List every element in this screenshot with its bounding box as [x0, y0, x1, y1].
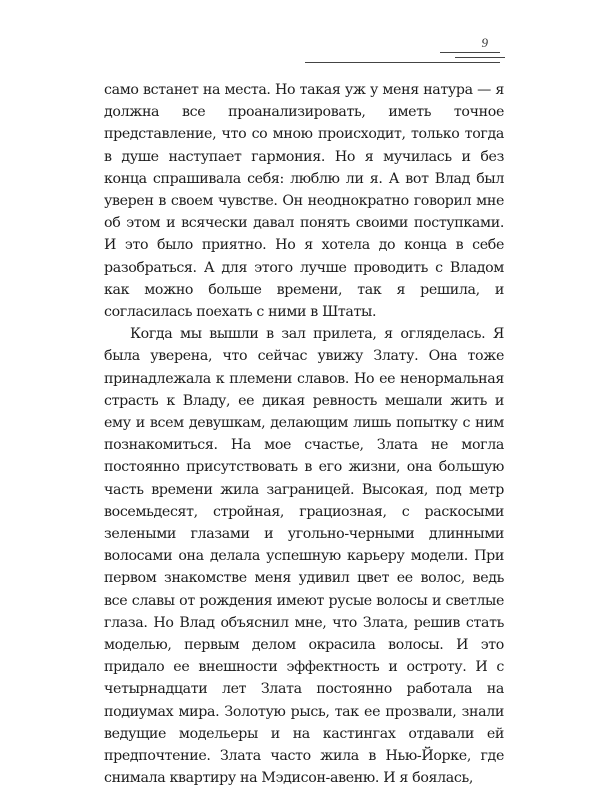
header-rule-middle — [455, 57, 505, 58]
header-rule-top — [440, 52, 500, 53]
page-header — [0, 0, 600, 80]
body-text — [104, 79, 504, 790]
page-number: 9 — [481, 35, 488, 50]
paragraph-continuation: само встанет на места. Но такая уж у меня натура — я должна все проанализировать, иметь точное представление, что со мною происходит, только тогда в душе наступает гармония. Но я мучилась и без конца спрашивала себя: люблю ли я. А вот Влад был уверен в своем чувстве. Он неоднократно говорил мне об этом и всячески давал понять своими поступками. И это было приятно. Но я хотела до конца в себе разобраться. А для этого лучше проводить с Владом как можно больше времени, так я решила, и согласилась поехать с ними в Штаты. — [104, 82, 504, 321]
header-rule-long — [305, 62, 500, 63]
paragraph-arrival-hall: Когда мы вышли в зал прилета, я огляделась. Я была уверена, что сейчас увижу Злату. Она тоже принадлежала к племени славов. Но ее ненормальная страсть к Владу, ее дикая ревность мешали жить и ему и всем девушкам, делающим лишь попытку с ним познакомиться. На мое счастье, Злата не могла постоянно присутствовать в его жизни, она большую часть времени жила заграницей. Высокая, под метр восемьдесят, стройная, грациозная, с раскосыми зелеными глазами и угольно-черными длинными волосами она делала успешную карьеру модели. При первом знакомстве меня удивил цвет ее волос, ведь все славы от рождения имеют русые волосы и светлые глаза. Но Влад объяснил мне, что Злата, решив стать моделью, первым делом окрасила волосы. И это придало ее внешности эффектность и остроту. И с четырнадцати лет Злата постоянно работала на подиумах мира. Золотую рысь, так ее прозвали, знали ведущие модельеры и на кастингах отдавали ей предпочтение. Злата часто жила в Нью-Йорке, где снимала квартиру на Мэдисон-авеню. И я боялась, — [104, 326, 504, 787]
